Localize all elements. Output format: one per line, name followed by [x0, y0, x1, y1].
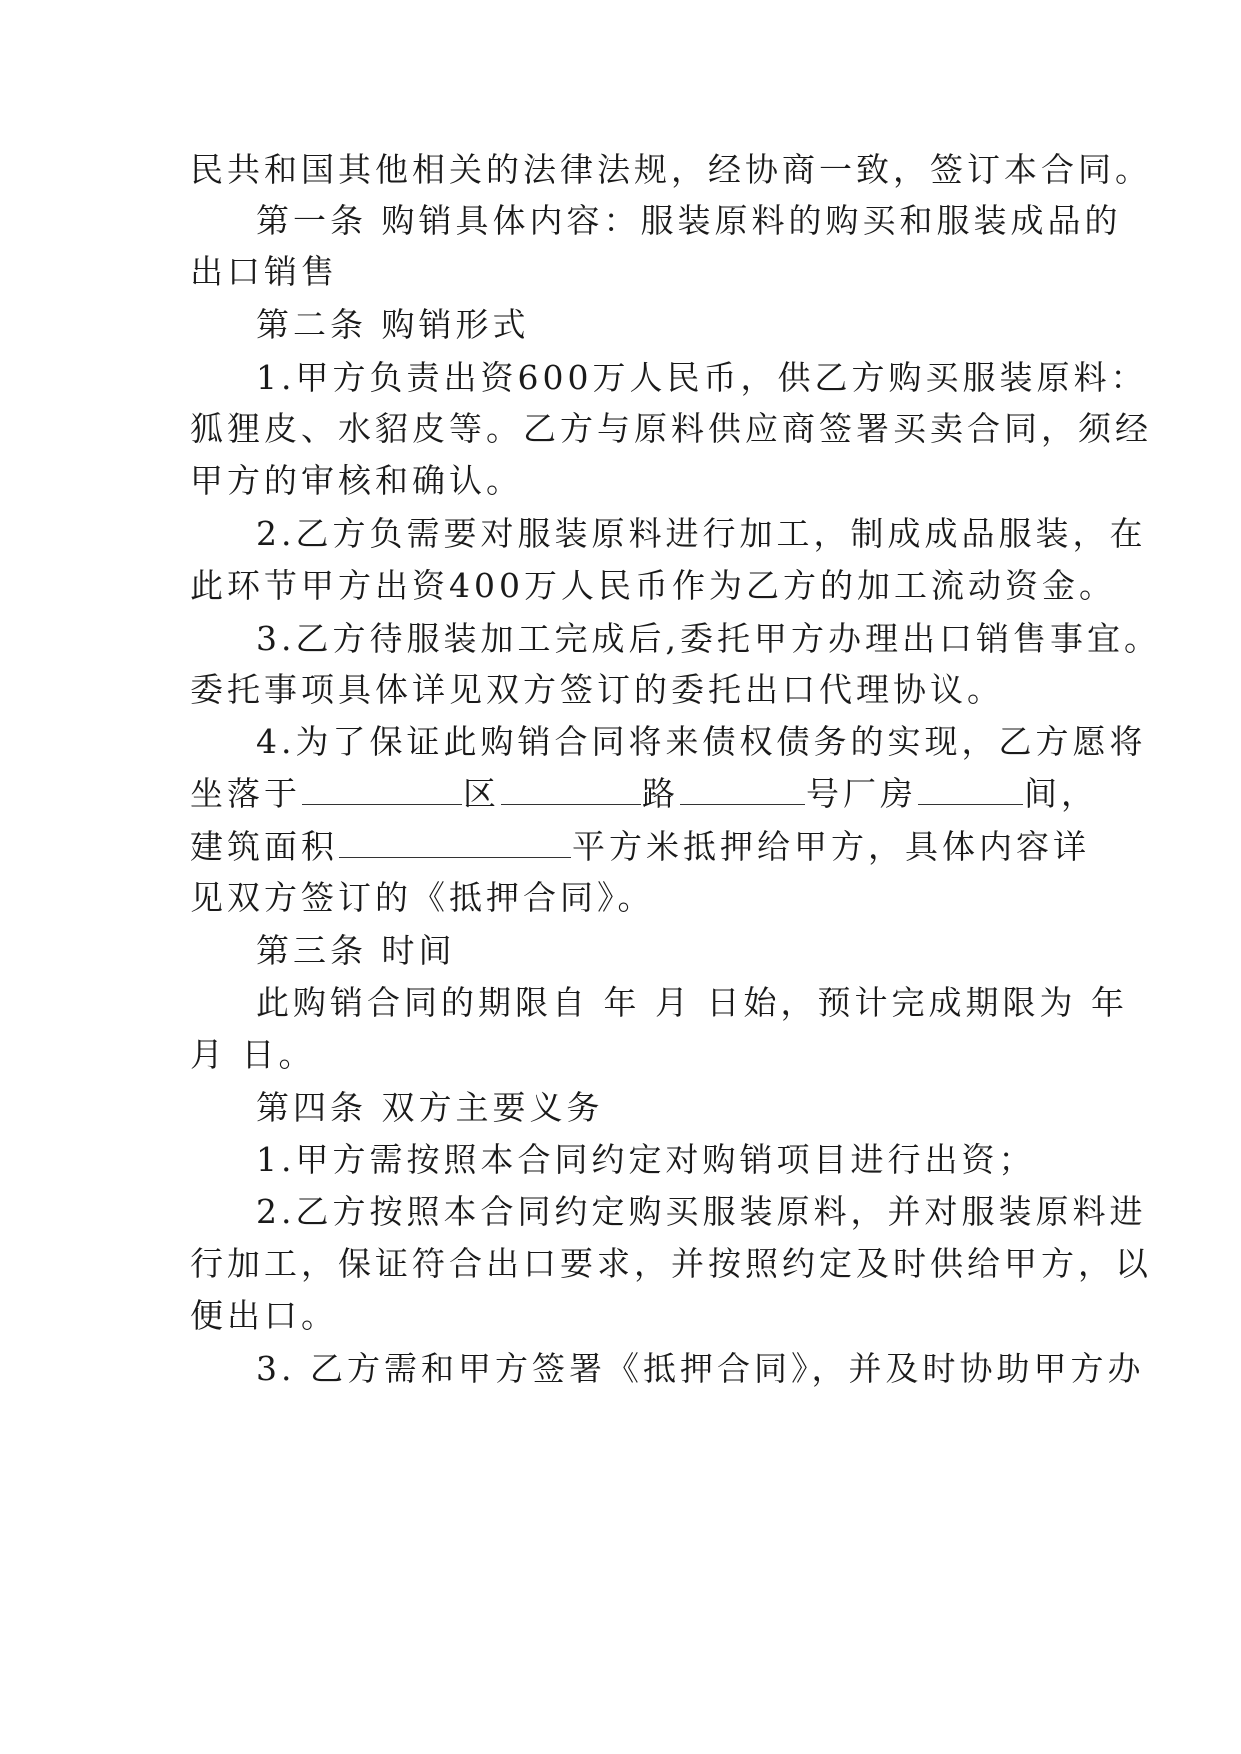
- text-line-9: 此环节甲方出资400万人民币作为乙方的加工流动资金。: [190, 566, 1116, 605]
- clause-2-1: 1.甲方负责出资600万人民币，供乙方购买服装原料：: [256, 358, 1148, 397]
- address-label: 坐落于: [190, 774, 301, 813]
- area-text: 平方米抵押给甲方，具体内容详: [572, 827, 1090, 866]
- clause-2-4: 4.为了保证此购销合同将来债权债务的实现，乙方愿将: [256, 722, 1147, 761]
- clause-2-3: 3.乙方待服装加工完成后,委托甲方办理出口销售事宜。: [256, 619, 1161, 658]
- article-4-heading: 第四条 双方主要义务: [256, 1088, 604, 1127]
- road-blank: [501, 776, 641, 805]
- district-blank: [302, 776, 462, 805]
- text-line-18: 月 日。: [190, 1035, 316, 1074]
- article-1-heading: 第一条 购销具体内容：服装原料的购买和服装成品的: [256, 201, 1122, 240]
- room-blank: [918, 776, 1023, 805]
- clause-4-1: 1.甲方需按照本合同约定对购销项目进行出资；: [256, 1140, 1036, 1179]
- factory-label: 号厂房: [806, 774, 917, 813]
- address-line: [190, 774, 1098, 814]
- article-2-heading: 第二条 购销形式: [256, 305, 530, 344]
- text-line-3: 出口销售: [190, 252, 338, 291]
- road-label: 路: [642, 774, 679, 813]
- clause-4-2: 2.乙方按照本合同约定购买服装原料，并对服装原料进: [256, 1192, 1147, 1231]
- term-line: 此购销合同的期限自 年 月 日始，预计完成期限为 年: [256, 983, 1128, 1022]
- article-3-heading: 第三条 时间: [256, 931, 456, 970]
- area-label: 建筑面积: [190, 827, 338, 866]
- text-line-15: 见双方签订的《抵押合同》。: [190, 878, 655, 917]
- district-label: 区: [463, 774, 500, 813]
- room-label: 间，: [1024, 774, 1098, 813]
- text-line-11: 委托事项具体详见双方签订的委托出口代理协议。: [190, 670, 1004, 709]
- text-line-6: 狐狸皮、水貂皮等。乙方与原料供应商签署买卖合同，须经: [190, 409, 1152, 448]
- text-line-7: 甲方的审核和确认。: [190, 461, 523, 500]
- clause-4-3: 3. 乙方需和甲方签署《抵押合同》，并及时协助甲方办: [256, 1349, 1145, 1388]
- area-line: [190, 827, 1090, 867]
- clause-2-2: 2.乙方负需要对服装原料进行加工，制成成品服装，在: [256, 514, 1147, 553]
- number-blank: [680, 776, 805, 805]
- text-line-23: 便出口。: [190, 1296, 338, 1335]
- text-line-1: 民共和国其他相关的法律法规，经协商一致，签订本合同。: [190, 150, 1152, 189]
- text-line-22: 行加工，保证符合出口要求，并按照约定及时供给甲方，以: [190, 1244, 1152, 1283]
- area-blank: [339, 829, 571, 858]
